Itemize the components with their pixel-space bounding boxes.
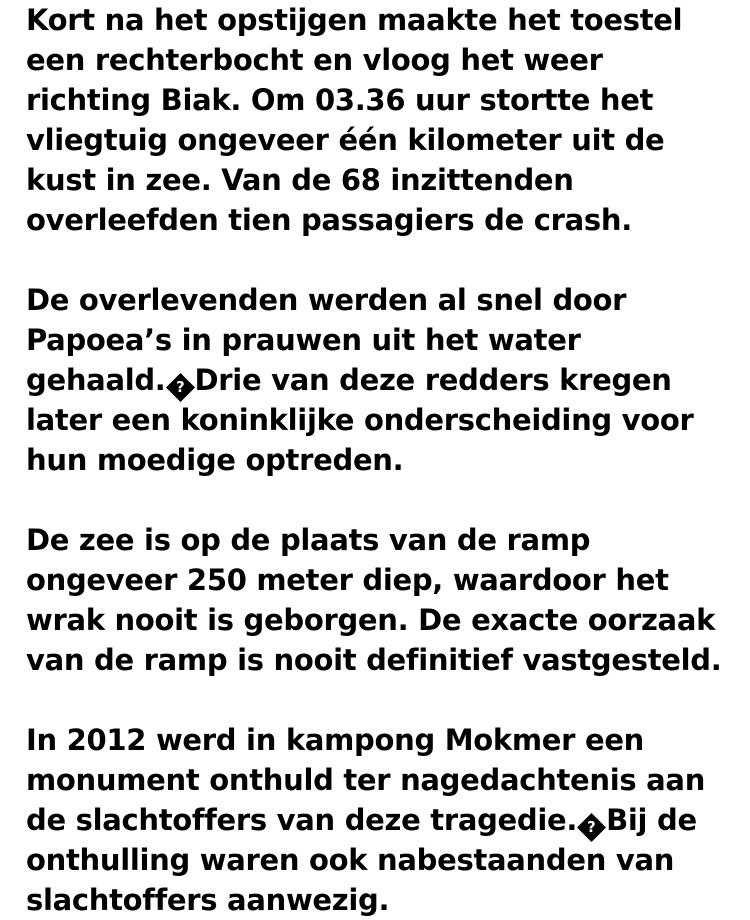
paragraph-3 xyxy=(26,520,742,680)
paragraph-2 xyxy=(26,280,742,480)
text-line: wrak nooit is geborgen. De exacte oorzaak xyxy=(26,603,716,637)
text-line: onthulling waren ook nabestaanden van xyxy=(26,843,675,877)
text-segment: Bij de xyxy=(606,803,697,837)
text-line xyxy=(26,360,742,400)
article-body xyxy=(26,0,742,920)
text-line: richting Biak. Om 03.36 uur stortte het xyxy=(26,83,654,117)
replacement-character-icon: ? xyxy=(577,813,606,842)
text-line xyxy=(26,800,742,840)
text-line: De overlevenden werden al snel door xyxy=(26,283,627,317)
paragraph-gap xyxy=(26,680,742,720)
text-line: ongeveer 250 meter diep, waardoor het xyxy=(26,563,669,597)
paragraph-1 xyxy=(26,0,742,240)
text-line: kust in zee. Van de 68 inzittenden xyxy=(26,163,574,197)
text-line: De zee is op de plaats van de ramp xyxy=(26,523,591,557)
text-line: een rechterbocht en vloog het weer xyxy=(26,43,603,77)
paragraph-gap xyxy=(26,480,742,520)
text-segment: de slachtoffers van deze tragedie. xyxy=(26,803,578,837)
paragraph-4 xyxy=(26,720,742,920)
text-line: slachtoffers aanwezig. xyxy=(26,883,390,917)
text-segment: Drie van deze redders kregen xyxy=(194,363,672,397)
text-line: Papoea’s in prauwen uit het water xyxy=(26,323,581,357)
text-line: vliegtuig ongeveer één kilometer uit de xyxy=(26,123,665,157)
paragraph-gap xyxy=(26,240,742,280)
replacement-character-icon: ? xyxy=(166,373,195,402)
text-line: monument onthuld ter nagedachtenis aan xyxy=(26,763,706,797)
text-line: hun moedige optreden. xyxy=(26,443,404,477)
text-segment: gehaald. xyxy=(26,363,166,397)
text-line: van de ramp is nooit definitief vastgesteld. xyxy=(26,643,722,677)
text-line: In 2012 werd in kampong Mokmer een xyxy=(26,723,645,757)
text-line: overleefden tien passagiers de crash. xyxy=(26,203,632,237)
text-line: later een koninklijke onderscheiding voor xyxy=(26,403,694,437)
text-line: Kort na het opstijgen maakte het toestel xyxy=(26,3,683,37)
